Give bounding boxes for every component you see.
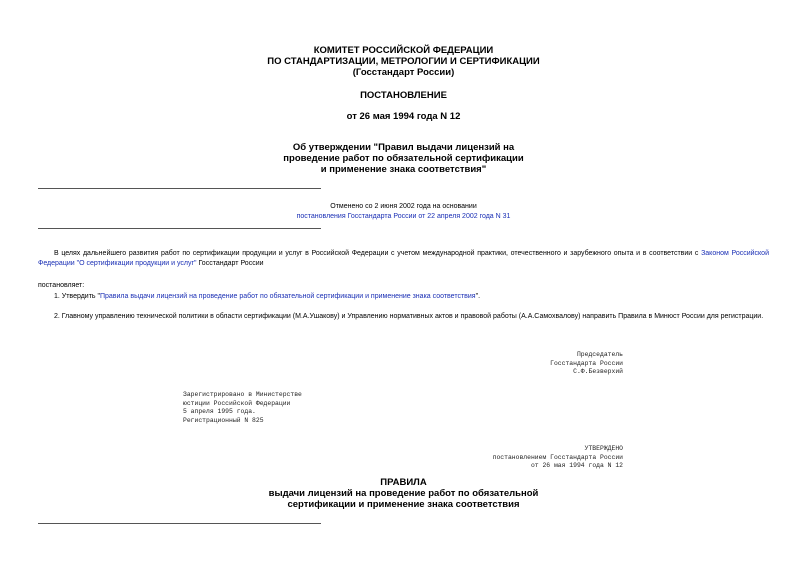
preamble-text: В целях дальнейшего развития работ по сертификации продукции и услуг в Российской Федерации с учетом международной практики, отечественного и зарубежного опыта и в соответствии с (54, 250, 702, 257)
approval-line-3: от 26 мая 1994 года N 12 (530, 462, 623, 470)
issuer-line-1: КОМИТЕТ РОССИЙСКОЙ ФЕДЕРАЦИИ (313, 45, 494, 56)
divider (38, 523, 321, 524)
rules-title-line-3: сертификации и применение знака соответствия (287, 499, 520, 510)
approval-block (493, 445, 623, 471)
document-title (0, 142, 807, 175)
cancel-note-link[interactable]: постановления Госстандарта России от 22 апреля 2002 года N 31 (296, 213, 511, 220)
signature-line-1: Председатель (576, 351, 623, 358)
signature-line-3: С.Ф.Безверхий (573, 368, 623, 376)
preamble-text-end: Госстандарт России (196, 260, 264, 267)
cancel-note (210, 202, 597, 222)
cancel-note-text: Отменено со 2 июня 2002 года на основании (330, 203, 477, 210)
registration-line-4: Регистрационный N 825 (183, 416, 264, 424)
divider (38, 188, 321, 189)
law-link[interactable]: Законом Российской Федерации "О сертификации продукции и услуг" (38, 250, 769, 267)
item-2: 2. Главному управлению технической политики в области сертификации (М.А.Ушакову) и Управлению нормативных актов и правовой работы (А.А.Самохвалову) направить Правила в Минюст России для регистрации. (54, 313, 764, 320)
issuer-header (0, 45, 807, 78)
registration-block (183, 391, 302, 425)
approval-line-1: УТВЕРЖДЕНО (584, 445, 623, 452)
item-1 (54, 292, 480, 302)
issuer-line-2: ПО СТАНДАРТИЗАЦИИ, МЕТРОЛОГИИ И СЕРТИФИКАЦИИ (267, 56, 540, 67)
document-type: ПОСТАНОВЛЕНИЕ (360, 90, 447, 101)
divider (38, 228, 321, 229)
rules-title (0, 477, 807, 510)
title-line-1: Об утверждении "Правил выдачи лицензий на (292, 142, 515, 153)
preamble-paragraph (38, 249, 769, 269)
rules-title-line-1: ПРАВИЛА (380, 477, 427, 488)
signature-line-2: Госстандарта России (550, 359, 623, 367)
approval-line-2: постановлением Госстандарта России (492, 453, 623, 461)
registration-line-2: юстиции Российской Федерации (183, 399, 291, 407)
registration-line-1: Зарегистрировано в Министерстве (183, 391, 302, 398)
document-date: от 26 мая 1994 года N 12 (346, 111, 461, 122)
item-1-text-end: ". (475, 293, 481, 300)
rules-link[interactable]: Правила выдачи лицензий на проведение работ по обязательной сертификации и применение знака соответствия (99, 293, 476, 300)
rules-title-line-2: выдачи лицензий на проведение работ по обязательной (268, 488, 539, 499)
item-1-text: 1. Утвердить " (54, 293, 100, 300)
signature-block (550, 351, 623, 377)
registration-line-3: 5 апреля 1995 года. (183, 408, 256, 416)
title-line-2: проведение работ по обязательной сертификации (283, 153, 524, 164)
issuer-line-3: (Госстандарт России) (352, 67, 455, 78)
title-line-3: и применение знака соответствия" (320, 164, 487, 175)
resolves-text: постановляет: (38, 282, 85, 289)
